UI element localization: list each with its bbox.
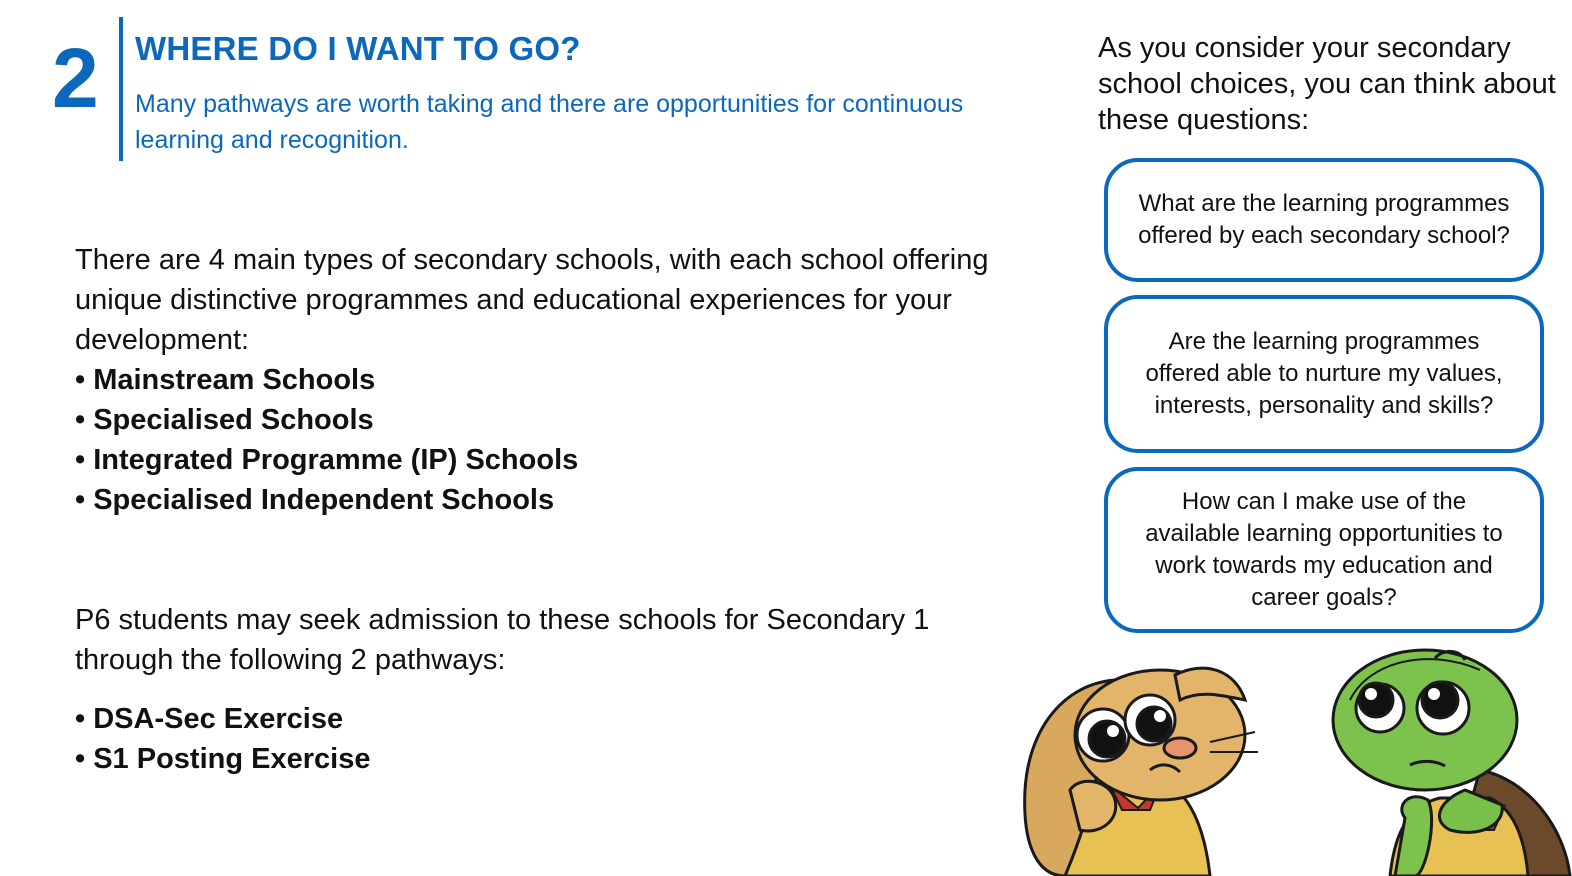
- characters-illustration: [1010, 640, 1572, 876]
- header-divider: [119, 17, 123, 161]
- question-box-1: [1104, 158, 1544, 282]
- question-box-3: [1104, 467, 1544, 633]
- section-number: 2: [52, 31, 99, 125]
- school-types-list: [75, 360, 578, 520]
- admission-paragraph: P6 students may seek admission to these schools for Secondary 1 through the following 2 pathways:: [75, 604, 930, 676]
- intro-paragraph: There are 4 main types of secondary schools, with each school offering unique distinctive programmes and educational experiences for your development:: [75, 244, 989, 356]
- sidebar-intro: As you consider your secondary school choices, you can think about these questions:: [1098, 32, 1556, 136]
- pathways-list: [75, 699, 370, 779]
- rabbit-icon: [1025, 668, 1258, 876]
- page-title: WHERE DO I WANT TO GO?: [135, 30, 581, 67]
- page-subtitle: Many pathways are worth taking and there are opportunities for continuous learning and recognition.: [135, 90, 964, 154]
- list-item: • DSA-Sec Exercise: [75, 703, 344, 735]
- list-item: • Specialised Independent Schools: [75, 484, 555, 516]
- list-item: • S1 Posting Exercise: [75, 743, 371, 775]
- question-text: How can I make use of the available learning opportunities to work towards my education and career goals?: [1145, 488, 1503, 611]
- turtle-icon: [1333, 650, 1570, 876]
- question-box-2: [1104, 295, 1544, 453]
- list-item: • Specialised Schools: [75, 404, 374, 436]
- question-text: Are the learning programmes offered able to nurture my values, interests, personality and skills?: [1145, 328, 1503, 419]
- list-item: • Mainstream Schools: [75, 364, 376, 396]
- question-text: What are the learning programmes offered by each secondary school?: [1138, 190, 1510, 249]
- list-item: • Integrated Programme (IP) Schools: [75, 444, 579, 476]
